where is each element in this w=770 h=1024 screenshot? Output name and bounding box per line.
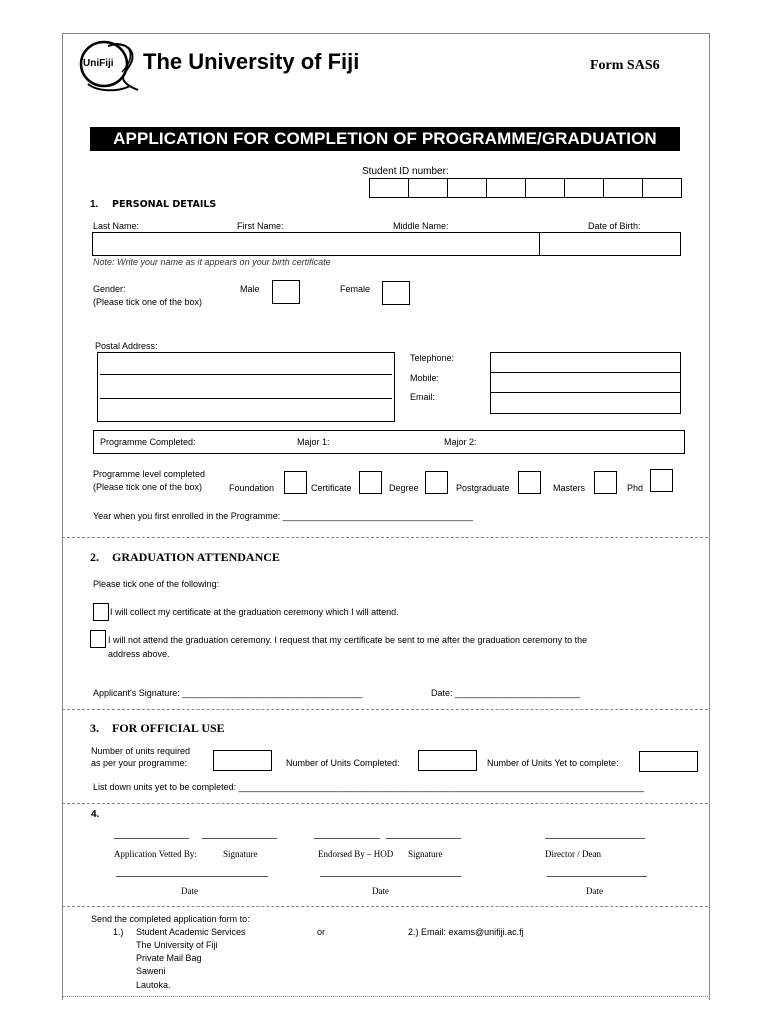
attend-option2-label-cont: address above. [108, 649, 170, 659]
last-name-label: Last Name: [93, 221, 140, 231]
student-id-label: Student ID number: [362, 166, 449, 177]
send-to-label: Send the completed application form to: [91, 914, 250, 924]
female-checkbox[interactable] [382, 281, 410, 305]
attend-option2-checkbox[interactable] [90, 630, 106, 648]
level-certificate-checkbox[interactable] [359, 471, 382, 494]
level-degree-label: Degree [389, 483, 419, 493]
section2-heading: 2. GRADUATION ATTENDANCE [90, 550, 280, 564]
address-line-1: Student Academic Services [136, 927, 246, 937]
name-note: Note: Write your name as it appears on your birth certificate [93, 257, 331, 267]
level-certificate-label: Certificate [311, 483, 352, 493]
email-submission: 2.) Email: exams@unifiji.ac.fj [408, 927, 524, 937]
postal-address-input[interactable] [97, 352, 395, 422]
male-label: Male [240, 284, 260, 294]
dob-label: Date of Birth: [588, 221, 641, 231]
programme-completed-label: Programme Completed: [100, 437, 196, 447]
dob-input[interactable] [539, 232, 681, 256]
director-date-label: Date [586, 886, 603, 896]
university-logo [78, 38, 144, 94]
female-label: Female [340, 284, 371, 294]
section4-heading: 4. [91, 809, 100, 820]
level-postgraduate-label: Postgraduate [456, 483, 510, 493]
major1-label: Major 1: [297, 437, 330, 447]
first-name-label: First Name: [237, 221, 284, 231]
address-item-number: 1.) [113, 927, 124, 937]
level-masters-checkbox[interactable] [594, 471, 617, 494]
address-line-4: Saweni [136, 966, 166, 976]
level-degree-checkbox[interactable] [425, 471, 448, 494]
name-input[interactable] [92, 232, 540, 256]
email-input[interactable] [490, 392, 681, 414]
middle-name-label: Middle Name: [393, 221, 449, 231]
units-completed-label: Number of Units Completed: [286, 758, 400, 768]
programme-level-label: Programme level completed [93, 469, 206, 479]
male-checkbox[interactable] [272, 280, 300, 304]
university-name: The University of Fiji [143, 49, 360, 74]
logo-text: UniFiji [83, 58, 114, 69]
units-list-field[interactable]: List down units yet to be completed: _________________________________________________________________________________ [93, 782, 645, 792]
form-title: APPLICATION FOR COMPLETION OF PROGRAMME/GRADUATION [90, 127, 680, 151]
director-label: Director / Dean [545, 849, 601, 859]
address-line-3: Private Mail Bag [136, 953, 202, 963]
endorsed-date-label: Date [372, 886, 389, 896]
telephone-label: Telephone: [410, 353, 455, 363]
address-line-5: Lautoka. [136, 980, 171, 990]
mobile-input[interactable] [490, 372, 681, 393]
major2-label: Major 2: [444, 437, 477, 447]
telephone-input[interactable] [490, 352, 681, 373]
email-label: Email: [410, 392, 436, 402]
endorsed-signature-label: Signature [408, 849, 443, 859]
endorsed-by-label: Endorsed By – HOD [318, 849, 394, 859]
section3-heading: 3. FOR OFFICIAL USE [90, 721, 225, 735]
programme-level-hint: (Please tick one of the box) [93, 482, 203, 492]
vetted-by-label: Application Vetted By: [114, 849, 197, 859]
applicant-signature-field[interactable]: Applicant's Signature: ____________________________________ [93, 688, 363, 698]
address-line-2: The University of Fiji [136, 940, 218, 950]
or-label: or [317, 927, 326, 937]
level-foundation-label: Foundation [229, 483, 275, 493]
student-id-cells[interactable] [370, 178, 682, 198]
attend-option1-checkbox[interactable] [93, 603, 109, 621]
units-required-label: Number of units required [91, 746, 191, 756]
units-required-input[interactable] [213, 750, 272, 771]
units-yet-input[interactable] [639, 751, 698, 772]
level-phd-label: Phd [627, 483, 644, 493]
applicant-date-field[interactable]: Date: _________________________ [431, 688, 581, 698]
units-yet-label: Number of Units Yet to complete: [487, 758, 619, 768]
attendance-instruction: Please tick one of the following: [93, 579, 220, 589]
section1-heading: 1. PERSONAL DETAILS [90, 199, 217, 210]
units-completed-input[interactable] [418, 750, 477, 771]
vetted-signature-label: Signature [223, 849, 258, 859]
mobile-label: Mobile: [410, 373, 440, 383]
form-code: Form SAS6 [590, 58, 660, 73]
units-required-label-cont: as per your programme: [91, 758, 188, 768]
level-foundation-checkbox[interactable] [284, 471, 307, 494]
postal-address-label: Postal Address: [95, 341, 158, 351]
attend-option1-label: I will collect my certificate at the graduation ceremony which I will attend. [110, 607, 399, 617]
level-phd-checkbox[interactable] [650, 469, 673, 492]
gender-label: Gender: [93, 284, 126, 294]
vetted-date-label: Date [181, 886, 198, 896]
level-masters-label: Masters [553, 483, 586, 493]
gender-hint: (Please tick one of the box) [93, 297, 203, 307]
year-enrolled-field[interactable]: Year when you first enrolled in the Programme: ______________________________________ [93, 511, 473, 521]
attend-option2-label: I will not attend the graduation ceremony. I request that my certificate be sent to me after the graduation ceremony to the [108, 635, 588, 645]
level-postgraduate-checkbox[interactable] [518, 471, 541, 494]
